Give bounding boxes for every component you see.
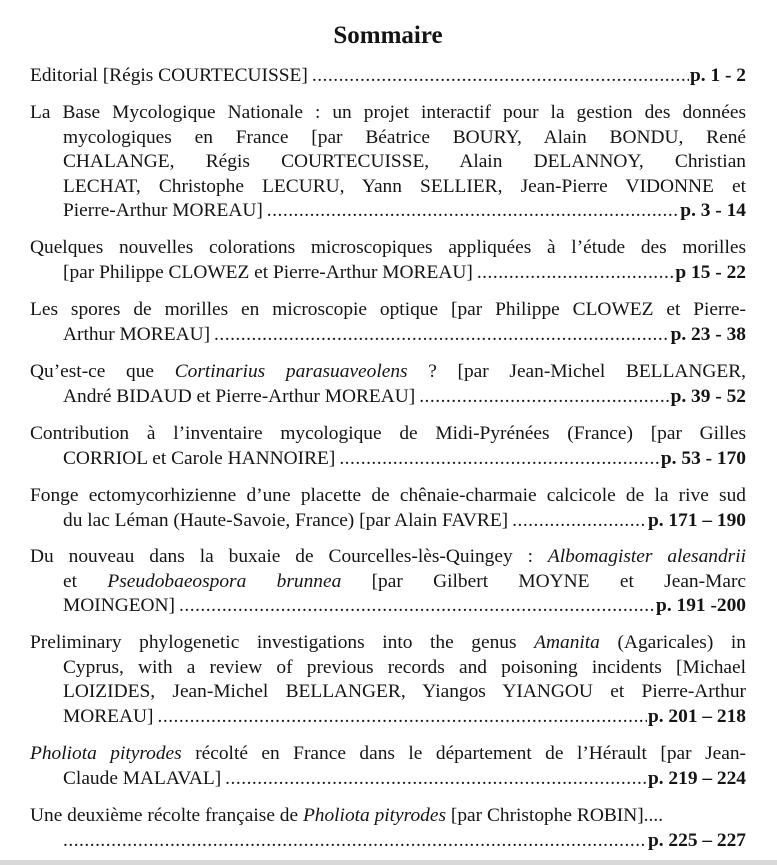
entry-text: Preliminary phylogenetic investigations into the genus Amanita (Agaricales) in — [30, 632, 746, 653]
page-range: p 15 - 22 — [675, 261, 746, 283]
dot-leader — [158, 705, 647, 730]
page-bottom-edge — [0, 860, 777, 865]
entry-text: Quelques nouvelles colorations microscopiques appliquées à l’étude des morilles — [30, 237, 746, 258]
entry-text: [par Philippe CLOWEZ et Pierre-Arthur MOREAU] — [63, 261, 473, 283]
entry-text: Une deuxième récolte française de Pholiota pityrodes [par Christophe ROBIN].... — [30, 805, 664, 826]
dot-leader — [267, 199, 679, 224]
toc-entry-pholiota-deuxieme — [30, 804, 746, 853]
entry-text: mycologiques en France [par Béatrice BOURY, Alain BONDU, René — [63, 126, 746, 148]
entry-text: CORRIOL et Carole HANNOIRE] — [63, 447, 336, 469]
entry-text: Claude MALAVAL] — [63, 767, 222, 789]
species-name: Pholiota pityrodes — [302, 805, 447, 826]
species-name: Pholiota pityrodes — [30, 743, 182, 764]
page-range: p. 39 - 52 — [670, 385, 746, 407]
species-name: Pseudobaeospora brunnea — [107, 570, 342, 592]
dot-leader — [419, 385, 669, 410]
dot-leader — [63, 829, 647, 854]
entry-text: CHALANGE, Régis COURTECUISSE, Alain DELANNOY, Christian — [63, 151, 746, 173]
entry-text: Pierre-Arthur MOREAU] — [63, 200, 263, 222]
toc-entry-base-mycologique — [30, 101, 746, 224]
dot-leader — [312, 64, 689, 89]
dot-leader — [477, 261, 675, 286]
entry-text: Pholiota pityrodes récolté en France dans le département de l’Hérault [par Jean- — [30, 743, 746, 764]
entry-text: Contribution à l’inventaire mycologique de Midi-Pyrénées (France) [par Gilles — [30, 423, 746, 444]
entry-text: MOINGEON] — [63, 595, 176, 617]
toc-entry-editorial — [30, 64, 746, 89]
entry-text: André BIDAUD et Pierre-Arthur MOREAU] — [63, 385, 416, 407]
page-range: p. 219 – 224 — [647, 767, 746, 789]
page-range: p. 171 – 190 — [647, 509, 746, 531]
page-range: p. 225 – 227 — [647, 829, 746, 851]
toc-entry-fonge — [30, 484, 746, 533]
species-name: Albomagister alesandrii — [547, 546, 746, 567]
toc-entry-cortinarius — [30, 360, 746, 409]
entry-text: La Base Mycologique Nationale : un projet interactif pour la gestion des données — [30, 102, 746, 123]
entry-text: Editorial [Régis COURTECUISSE] — [30, 65, 308, 86]
entry-text: MOREAU] — [63, 705, 154, 727]
entry-text: Cyprus, with a review of previous records and poisoning incidents [Michael — [63, 656, 746, 678]
toc-entry-pholiota-herault — [30, 742, 746, 791]
entry-text: du lac Léman (Haute-Savoie, France) [par Alain FAVRE] — [63, 509, 509, 531]
species-name: Cortinarius parasuaveolens — [174, 361, 408, 382]
entry-text: et Pseudobaeospora brunnea [par Gilbert MOYNE et Jean-Marc — [63, 570, 746, 592]
dot-leader — [339, 447, 660, 472]
entry-text: Fonge ectomycorhizienne d’une placette de chênaie-charmaie calcicole de la rive sud — [30, 485, 746, 506]
toc-entry-colorations — [30, 236, 746, 285]
entry-text: Les spores de morilles en microscopie optique [par Philippe CLOWEZ et Pierre- — [30, 299, 746, 320]
page-range: p. 1 - 2 — [689, 65, 746, 86]
entry-text: Qu’est-ce que Cortinarius parasuaveolens ? [par Jean-Michel BELLANGER, — [30, 361, 746, 382]
toc-entry-amanita — [30, 631, 746, 729]
toc-entry-buxaie — [30, 545, 746, 619]
page-range: p. 191 -200 — [656, 595, 746, 617]
page-range: p. 23 - 38 — [670, 323, 746, 345]
dot-leader — [179, 594, 655, 619]
entry-text: Du nouveau dans la buxaie de Courcelles-lès-Quingey : Albomagister alesandrii — [30, 546, 746, 567]
page-range: p. 3 - 14 — [680, 200, 746, 222]
dot-leader — [512, 509, 647, 534]
page-range: p. 53 - 170 — [660, 447, 746, 469]
page-range: p. 201 – 218 — [647, 705, 746, 727]
entry-text: LECHAT, Christophe LECURU, Yann SELLIER, Jean-Pierre VIDONNE et — [63, 175, 746, 197]
genus-name: Amanita — [534, 632, 600, 653]
dot-leader — [214, 323, 670, 348]
page-title: Sommaire — [333, 22, 443, 49]
dot-leader — [225, 767, 647, 792]
entry-text: Arthur MOREAU] — [63, 323, 211, 345]
toc-entry-midi-pyrenees — [30, 422, 746, 471]
toc-entry-spores — [30, 298, 746, 347]
entry-text: LOIZIDES, Jean-Michel BELLANGER, Yiangos YIANGOU et Pierre-Arthur — [63, 681, 746, 703]
